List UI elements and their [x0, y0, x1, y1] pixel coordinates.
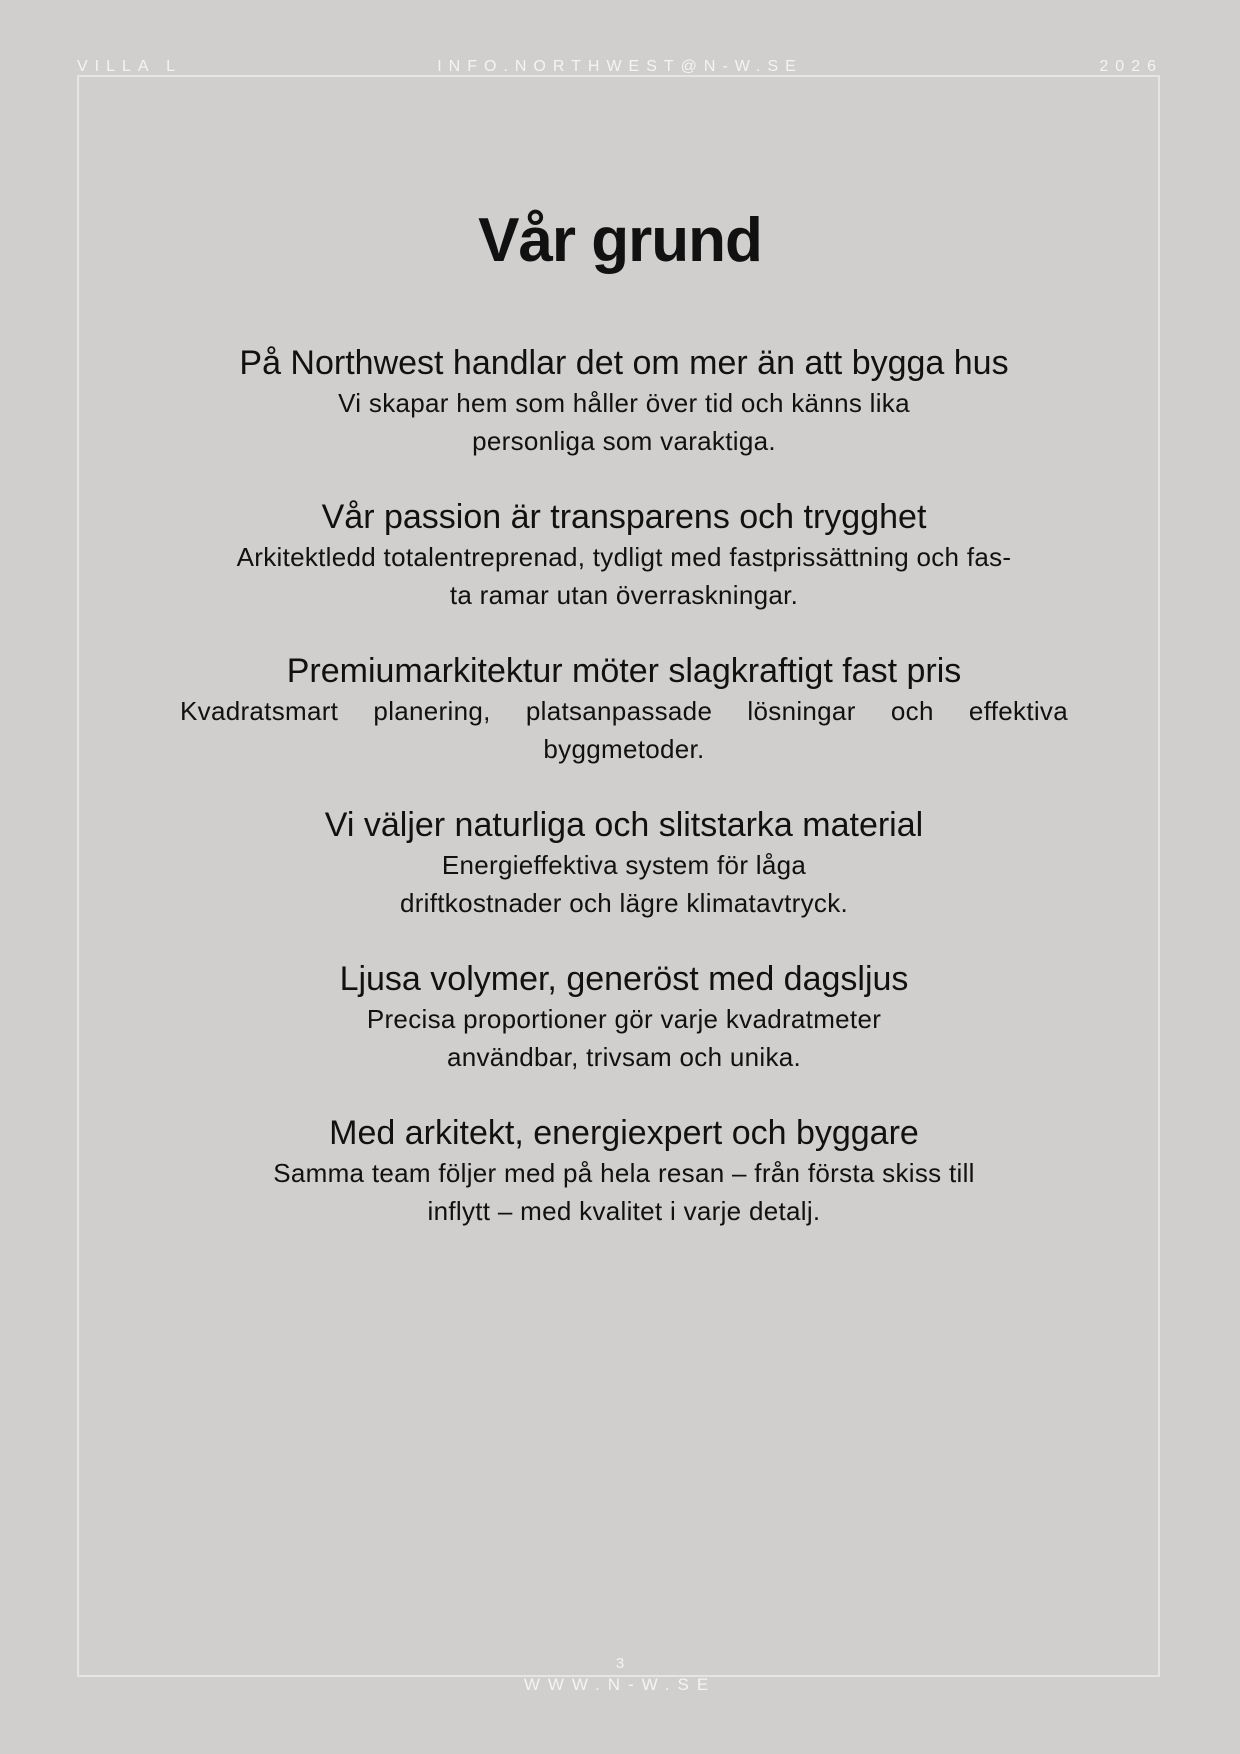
section-heading: Med arkitekt, energiexpert och byggare	[329, 1114, 919, 1152]
section-heading: Ljusa volymer, generöst med dagsljus	[339, 960, 909, 998]
section-text: driftkostnader och lägre klimatavtryck.	[399, 888, 849, 918]
section-heading: Vi väljer naturliga och slitstarka material	[324, 806, 924, 844]
footer-website: WWW.N-W.SE	[523, 1675, 717, 1694]
section	[180, 804, 1068, 922]
header-project: VILLA L	[77, 58, 183, 75]
page-title: Vår grund	[478, 206, 762, 275]
section-text: inflytt – med kvalitet i varje detalj.	[427, 1196, 821, 1226]
section-text: användbar, trivsam och unika.	[446, 1042, 802, 1072]
section-text: Arkitektledd totalentreprenad, tydligt med fastprissättning och fas-	[236, 542, 1012, 572]
section	[180, 650, 1068, 768]
section-text: Samma team följer med på hela resan – från första skiss till	[273, 1158, 975, 1188]
header-email: INFO.NORTHWEST@N-W.SE	[437, 58, 803, 75]
section-text: byggmetoder.	[543, 734, 705, 764]
section-text: personliga som varaktiga.	[472, 426, 776, 456]
page-number: 3	[615, 1655, 625, 1672]
section	[180, 958, 1068, 1076]
section-heading: Premiumarkitektur möter slagkraftigt fast pris	[286, 652, 962, 690]
section-text: Precisa proportioner gör varje kvadratmeter	[366, 1004, 882, 1034]
content	[180, 342, 1068, 1266]
section	[180, 1112, 1068, 1230]
section-heading: Vår passion är transparens och trygghet	[321, 498, 927, 536]
section-text: ta ramar utan överraskningar.	[449, 580, 799, 610]
section-text: Vi skapar hem som håller över tid och känns lika	[338, 388, 910, 418]
section-heading: På Northwest handlar det om mer än att bygga hus	[239, 344, 1009, 382]
section	[180, 496, 1068, 614]
header-year: 2026	[1099, 58, 1163, 75]
section	[180, 342, 1068, 460]
section-text: Energieffektiva system för låga	[441, 850, 807, 880]
section-text: Kvadratsmart planering, platsanpassade lösningar och effektiva	[180, 696, 1068, 726]
